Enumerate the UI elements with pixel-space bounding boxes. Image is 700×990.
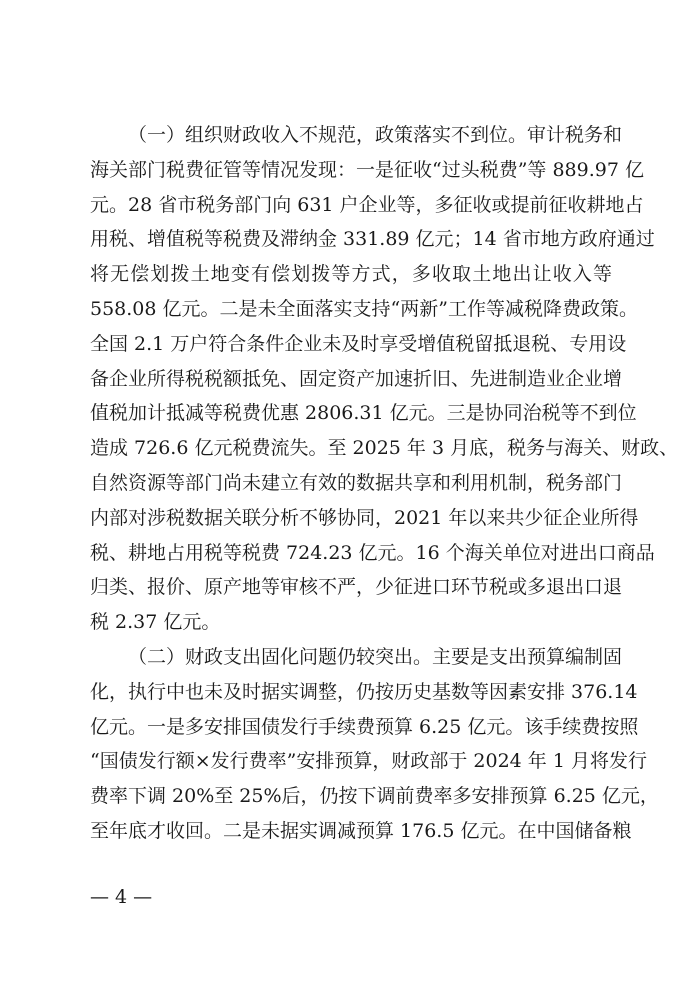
text-line: 值税加计抵减等税费优惠 2806.31 亿元。三是协同治税等不到位	[90, 402, 637, 425]
text-line: 归类、报价、原产地等审核不严，少征进口环节税或多退出口退	[90, 576, 623, 599]
text-line: 税、耕地占用税等税费 724.23 亿元。16 个海关单位对进出口商品	[90, 541, 655, 564]
paragraph-2	[90, 640, 659, 849]
text-line: 至年底才收回。二是未据实调减预算 176.5 亿元。在中国储备粮	[90, 819, 632, 842]
text-line: 自然资源等部门尚未建立有效的数据共享和利用机制，税务部门	[90, 471, 623, 494]
text-line: 全国 2.1 万户符合条件企业未及时享受增值税留抵退税、专用设	[90, 332, 627, 355]
text-line: 海关部门税费征管等情况发现：一是征收“过头税费”等 889.97 亿	[90, 158, 644, 181]
body-text	[90, 118, 679, 849]
text-line: 造成 726.6 亿元税费流失。至 2025 年 3 月底，税务与海关、财政、	[90, 437, 679, 460]
page-number: — 4 —	[90, 886, 153, 908]
text-line: （二）财政支出固化问题仍较突出。主要是支出预算编制固	[128, 645, 623, 668]
text-line: （一）组织财政收入不规范，政策落实不到位。审计税务和	[128, 124, 623, 146]
text-line: 税 2.37 亿元。	[90, 611, 221, 634]
text-line: 内部对涉税数据关联分析不够协同，2021 年以来共少征企业所得	[90, 506, 639, 529]
text-line: 亿元。一是多安排国债发行手续费预算 6.25 亿元。该手续费按照	[90, 715, 639, 738]
text-line: “国债发行额×发行费率”安排预算，财政部于 2024 年 1 月将发行	[90, 750, 647, 773]
text-line: 将无偿划拨土地变有偿划拨等方式，多收取土地出让收入等	[90, 263, 612, 286]
text-line: 费率下调 20%至 25%后，仍按下调前费率多安排预算 6.25 亿元，	[90, 785, 659, 808]
text-line: 化，执行中也未及时据实调整，仍按历史基数等因素安排 376.14	[90, 680, 638, 703]
text-line: 558.08 亿元。二是未全面落实支持“两新”工作等减税降费政策。	[90, 297, 638, 320]
text-line: 备企业所得税税额抵免、固定资产加速折旧、先进制造业企业增	[90, 367, 623, 390]
text-line: 用税、增值税等税费及滞纳金 331.89 亿元；14 省市地方政府通过	[90, 228, 655, 251]
paragraph-1	[90, 118, 679, 640]
text-line: 元。28 省市税务部门向 631 户企业等，多征收或提前征收耕地占	[90, 193, 644, 216]
